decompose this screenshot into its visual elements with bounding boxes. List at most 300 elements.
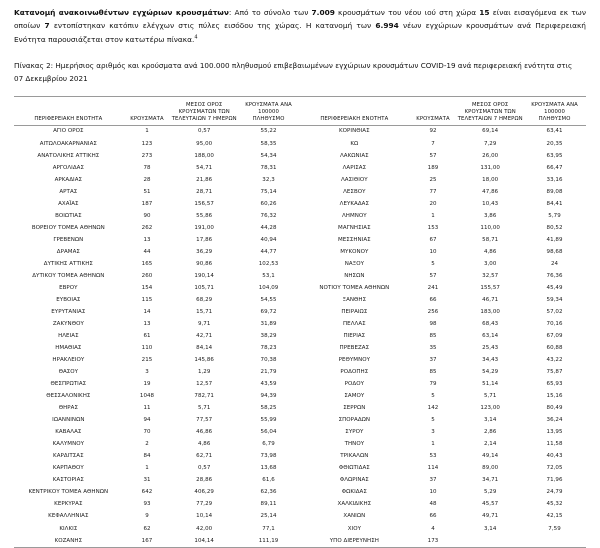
cell-region: ΥΠΟ ΔΙΕΡΕΥΝΗΣΗ <box>329 537 379 544</box>
cell-cases: 154 <box>141 284 153 291</box>
table-row <box>300 343 586 355</box>
cell-region: ΑΝΑΤΟΛΙΚΗΣ ΑΤΤΙΚΗΣ <box>37 152 100 159</box>
cell-cases: 262 <box>141 224 153 231</box>
cell-avg7: 49,14 <box>482 453 499 460</box>
cell-per100k: 76,36 <box>546 272 563 279</box>
cell-per100k: 43,59 <box>260 381 277 388</box>
table-row <box>14 234 300 246</box>
table-row <box>300 150 586 162</box>
table-row <box>300 162 586 174</box>
cell-avg7: 155,57 <box>480 284 500 291</box>
cell-avg7: 3,00 <box>483 260 497 267</box>
cell-region: ΚΕΦΑΛΛΗΝΙΑΣ <box>48 513 89 520</box>
cell-per100k: 78,31 <box>260 164 277 171</box>
cell-region: ΣΠΟΡΑΔΩΝ <box>338 417 371 424</box>
cell-avg7: 15,71 <box>196 308 213 315</box>
cell-cases: 92 <box>429 128 437 135</box>
cell-per100k: 65,93 <box>546 381 563 388</box>
cell-avg7: 69,14 <box>482 128 499 135</box>
table-row <box>300 355 586 367</box>
cell-region: ΦΩΚΙΔΑΣ <box>341 489 367 496</box>
cell-per100k: 94,39 <box>260 393 277 400</box>
cell-region: ΘΗΡΑΣ <box>58 405 78 412</box>
cell-cases: 57 <box>429 152 437 159</box>
cell-cases: 1 <box>145 465 149 472</box>
cell-per100k: 33,16 <box>546 176 563 183</box>
table-row <box>14 427 300 439</box>
cell-region: ΑΡΚΑΔΙΑΣ <box>54 176 83 183</box>
table-row <box>300 415 586 427</box>
cell-avg7: 68,43 <box>482 320 499 327</box>
cell-avg7: 42,00 <box>196 525 213 532</box>
cell-avg7: 3,14 <box>483 525 497 532</box>
cell-avg7: 123,00 <box>480 405 500 412</box>
cell-per100k: 59,34 <box>546 296 563 303</box>
cell-cases: 114 <box>427 465 439 472</box>
cell-cases: 167 <box>141 537 153 544</box>
table-row <box>14 391 300 403</box>
cell-region: ΣΑΜΟΥ <box>344 393 365 400</box>
cell-per100k: 36,24 <box>546 417 563 424</box>
cell-region: ΚΑΒΑΛΑΣ <box>55 429 82 436</box>
cell-cases: 1 <box>145 128 149 135</box>
cell-per100k: 40,43 <box>546 453 563 460</box>
cell-region: ΜΥΚΟΝΟΥ <box>340 248 369 255</box>
cell-per100k: 77,1 <box>262 525 275 532</box>
cell-cases: 48 <box>429 501 437 508</box>
cell-cases: 11 <box>143 405 151 412</box>
cell-cases: 5 <box>431 417 435 424</box>
cell-avg7: 58,71 <box>482 236 499 243</box>
cell-avg7: 0,57 <box>197 128 211 135</box>
cell-region: ΛΑΡΙΣΑΣ <box>342 164 367 171</box>
table-head-right <box>300 97 586 126</box>
footnote-marker: 4 <box>194 34 198 41</box>
cell-avg7: 4,86 <box>197 441 211 448</box>
cell-region: ΒΟΙΩΤΙΑΣ <box>55 212 82 219</box>
cell-cases: 19 <box>143 381 151 388</box>
header-per100k-right <box>523 102 586 126</box>
cell-cases: 5 <box>431 260 435 267</box>
cell-region: ΗΛΕΙΑΣ <box>58 333 79 340</box>
cell-per100k: 54,55 <box>260 296 277 303</box>
cell-per100k: 84,41 <box>546 200 563 207</box>
cell-region: ΛΑΚΩΝΙΑΣ <box>339 152 369 159</box>
cell-region: ΒΟΡΕΙΟΥ ΤΟΜΕΑ ΑΘΗΝΩΝ <box>31 224 105 231</box>
intro-figure: 15 <box>479 8 490 17</box>
cell-avg7: 34,43 <box>482 357 499 364</box>
table-body-right <box>300 125 586 547</box>
table-row <box>14 403 300 415</box>
table-row <box>300 294 586 306</box>
cell-avg7: 18,00 <box>482 176 499 183</box>
cell-per100k: 69,72 <box>260 308 277 315</box>
cell-per100k: 11,58 <box>546 441 563 448</box>
table-row <box>14 439 300 451</box>
cell-cases: 123 <box>141 140 153 147</box>
table-row <box>300 379 586 391</box>
table-row <box>14 198 300 210</box>
header-avg7-line3: ΤΕΛΕΥΤΑΙΩΝ 7 ΗΜΕΡΩΝ <box>171 116 237 123</box>
cell-cases: 115 <box>141 296 153 303</box>
cell-avg7: 47,86 <box>482 188 499 195</box>
cell-per100k: 42,15 <box>546 513 563 520</box>
cell-cases: 62 <box>143 525 151 532</box>
cell-region: ΛΑΣΙΘΙΟΥ <box>341 176 368 183</box>
cell-avg7: 36,29 <box>196 248 213 255</box>
cell-per100k: 45,49 <box>546 284 563 291</box>
header-avg7-line3: ΤΕΛΕΥΤΑΙΩΝ 7 ΗΜΕΡΩΝ <box>457 116 523 123</box>
cell-avg7: 4,86 <box>483 248 497 255</box>
cell-avg7: 77,29 <box>196 501 213 508</box>
cell-per100k: 102,53 <box>258 260 279 267</box>
table-row <box>300 331 586 343</box>
cell-cases: 66 <box>429 296 437 303</box>
table-row <box>14 294 300 306</box>
table-row <box>14 150 300 162</box>
table-row <box>300 138 586 150</box>
cell-region: ΤΡΙΚΑΛΩΝ <box>340 453 369 460</box>
table-row <box>14 379 300 391</box>
cell-cases: 35 <box>429 345 437 352</box>
cell-cases: 51 <box>143 188 151 195</box>
table-row <box>14 451 300 463</box>
cell-per100k: 80,49 <box>546 405 563 412</box>
cell-region: ΣΕΡΡΩΝ <box>343 405 366 412</box>
table-row <box>14 499 300 511</box>
table-row <box>14 125 300 138</box>
table-row <box>14 331 300 343</box>
cell-per100k: 67,09 <box>546 333 563 340</box>
cell-region: ΔΡΑΜΑΣ <box>56 248 80 255</box>
cell-avg7: 9,71 <box>197 320 211 327</box>
cell-avg7: 183,00 <box>480 308 500 315</box>
cell-cases: 260 <box>141 272 153 279</box>
cell-avg7: 89,00 <box>482 465 499 472</box>
cell-avg7: 95,00 <box>196 140 213 147</box>
table-row <box>300 451 586 463</box>
cell-region: ΑΡΓΟΛΙΔΑΣ <box>52 164 84 171</box>
cell-per100k: 63,41 <box>546 128 563 135</box>
cell-cases: 93 <box>143 501 151 508</box>
table-row <box>300 535 586 547</box>
cell-per100k: 71,96 <box>546 477 563 484</box>
table-row <box>300 234 586 246</box>
cell-per100k: 73,98 <box>260 453 277 460</box>
table-row <box>300 475 586 487</box>
cases-table-left <box>14 97 300 547</box>
table-caption: Πίνακας 2: Ημερήσιος αριθμός και κρούσματα ανά 100.000 πληθυσμού επιβεβαιωμένων εγχώριων κρουσμάτων COVID-19 ανά περιφερειακή ενότητα στις 07 Δεκεμβρίου 2021 <box>14 61 573 83</box>
cell-cases: 3 <box>145 369 149 376</box>
cell-avg7: 84,14 <box>196 345 213 352</box>
cell-cases: 187 <box>141 200 153 207</box>
cell-per100k: 13,68 <box>260 465 277 472</box>
table-row <box>14 511 300 523</box>
cell-cases: 85 <box>429 369 437 376</box>
cell-avg7: 17,86 <box>196 236 213 243</box>
cell-cases: 98 <box>429 320 437 327</box>
cell-per100k: 60,26 <box>260 200 277 207</box>
cell-avg7: 7,29 <box>483 140 497 147</box>
header-per100k-line1: ΚΡΟΥΣΜΑΤΑ ΑΝΑ 100000 <box>531 101 578 115</box>
intro-lead-bold: Κατανομή ανακοινωθέντων εγχώριων κρουσμάτων <box>14 8 229 17</box>
cell-per100k: 44,77 <box>260 248 277 255</box>
cell-region: ΜΑΓΝΗΣΙΑΣ <box>338 224 371 231</box>
cell-cases: 7 <box>431 140 435 147</box>
cell-avg7: 2,86 <box>483 429 497 436</box>
cell-cases: 61 <box>143 333 151 340</box>
cell-region: ΚΙΛΚΙΣ <box>59 525 78 532</box>
cell-cases: 20 <box>429 200 437 207</box>
cell-per100k: 38,29 <box>260 333 277 340</box>
cell-cases: 3 <box>431 429 435 436</box>
cell-per100k: 111,19 <box>258 537 279 544</box>
table-row <box>14 162 300 174</box>
cell-region: ΡΟΔΟΥ <box>344 381 365 388</box>
cell-region: ΝΑΞΟΥ <box>344 260 364 267</box>
header-row-right <box>300 102 586 126</box>
cell-per100k: 55,99 <box>260 417 277 424</box>
cell-per100k: 66,47 <box>546 164 563 171</box>
cell-avg7: 54,71 <box>196 164 213 171</box>
table-row <box>300 427 586 439</box>
cell-region: ΞΑΝΘΗΣ <box>342 296 367 303</box>
header-avg7-left <box>171 102 237 126</box>
table-row <box>300 306 586 318</box>
cell-avg7: 190,14 <box>194 272 214 279</box>
cell-cases: 5 <box>431 393 435 400</box>
table-row <box>14 343 300 355</box>
cell-per100k: 31,89 <box>260 320 277 327</box>
right-pane <box>300 97 586 547</box>
cases-table-right <box>300 97 586 547</box>
table-row <box>300 463 586 475</box>
cell-per100k: 24,79 <box>546 489 563 496</box>
intro-figure: 6.994 <box>375 21 399 31</box>
table-row <box>14 355 300 367</box>
cell-region: ΗΡΑΚΛΕΙΟΥ <box>52 357 85 364</box>
cell-cases: 37 <box>429 357 437 364</box>
two-pane-table-grid <box>14 97 586 547</box>
cell-avg7: 145,86 <box>194 357 214 364</box>
intro-figure: 7 <box>44 21 50 31</box>
table-row <box>14 318 300 330</box>
cell-region: ΗΜΑΘΙΑΣ <box>55 345 82 352</box>
cell-region: ΝΗΣΩΝ <box>344 272 365 279</box>
table-row <box>14 282 300 294</box>
cell-cases: 142 <box>427 405 439 412</box>
table-row <box>300 258 586 270</box>
cell-per100k: 44,28 <box>260 224 277 231</box>
table-row <box>300 523 586 535</box>
table-row <box>14 270 300 282</box>
cell-cases: 10 <box>429 248 437 255</box>
cell-cases: 31 <box>143 477 151 484</box>
cell-cases: 153 <box>427 224 439 231</box>
header-region-right: ΠΕΡΙΦΕΡΕΙΑΚΗ ΕΝΟΤΗΤΑ <box>300 102 409 126</box>
cell-cases: 85 <box>429 333 437 340</box>
cell-cases: 1 <box>431 441 435 448</box>
table-row <box>300 499 586 511</box>
cell-per100k: 63,95 <box>546 152 563 159</box>
cell-avg7: 191,00 <box>194 224 214 231</box>
cell-avg7: 782,71 <box>194 393 214 400</box>
cell-region: ΑΡΤΑΣ <box>59 188 78 195</box>
cell-cases: 215 <box>141 357 153 364</box>
cell-avg7: 77,57 <box>196 417 213 424</box>
cell-per100k: 54,34 <box>260 152 277 159</box>
cell-avg7 <box>457 535 523 547</box>
table-row <box>14 523 300 535</box>
table-row <box>14 415 300 427</box>
cell-per100k: 58,35 <box>260 140 277 147</box>
cell-cases: 9 <box>145 513 149 520</box>
cell-cases: 173 <box>427 537 439 544</box>
cell-per100k: 80,52 <box>546 224 563 231</box>
cell-cases: 1 <box>431 212 435 219</box>
cell-avg7: 104,14 <box>194 537 214 544</box>
cell-cases: 13 <box>143 320 151 327</box>
intro-paragraph <box>14 6 586 46</box>
cell-per100k: 5,79 <box>548 212 561 219</box>
cell-region: ΔΥΤΙΚΟΥ ΤΟΜΕΑ ΑΘΗΝΩΝ <box>32 272 105 279</box>
cell-avg7: 54,29 <box>482 369 499 376</box>
cell-cases: 94 <box>143 417 151 424</box>
header-region-left: ΠΕΡΙΦΕΡΕΙΑΚΗ ΕΝΟΤΗΤΑ <box>14 102 123 126</box>
cell-per100k: 24 <box>550 260 559 267</box>
table-row <box>300 222 586 234</box>
cell-cases: 110 <box>141 345 153 352</box>
cell-avg7: 105,71 <box>194 284 214 291</box>
cell-region: ΚΑΡΠΑΘΟΥ <box>52 465 84 472</box>
cell-per100k: 45,32 <box>546 501 563 508</box>
cell-cases: 642 <box>141 489 153 496</box>
cell-region: ΘΕΣΠΡΩΤΙΑΣ <box>50 381 87 388</box>
cell-cases: 53 <box>429 453 437 460</box>
header-per100k-left <box>237 102 300 126</box>
cell-per100k: 89,08 <box>546 188 563 195</box>
cell-cases: 189 <box>427 164 439 171</box>
cell-per100k: 62,36 <box>260 489 277 496</box>
header-avg7-line1: ΜΕΣΟΣ ΟΡΟΣ <box>186 101 223 108</box>
table-row <box>14 222 300 234</box>
header-per100k-line2: ΠΛΗΘΥΣΜΟ <box>538 116 571 123</box>
cell-region: ΚΕΝΤΡΙΚΟΥ ΤΟΜΕΑ ΑΘΗΝΩΝ <box>28 489 109 496</box>
cell-cases: 78 <box>143 164 151 171</box>
table-row <box>300 403 586 415</box>
cell-region: ΕΥΒΟΙΑΣ <box>56 296 81 303</box>
cell-per100k: 70,38 <box>260 357 277 364</box>
cell-avg7: 25,43 <box>482 345 499 352</box>
cell-region: ΡΕΘΥΜΝΟΥ <box>338 357 371 364</box>
cell-per100k: 60,88 <box>546 345 563 352</box>
cell-region: ΛΕΣΒΟΥ <box>343 188 366 195</box>
cell-region: ΚΑΡΔΙΤΣΑΣ <box>53 453 84 460</box>
cell-avg7: 90,86 <box>196 260 213 267</box>
cell-avg7: 3,14 <box>483 417 497 424</box>
cell-per100k <box>523 535 586 547</box>
cell-avg7: 42,71 <box>196 333 213 340</box>
cell-per100k: 70,16 <box>546 320 563 327</box>
header-cases-right: ΚΡΟΥΣΜΑΤΑ <box>409 102 458 126</box>
table-row <box>14 487 300 499</box>
cell-region: ΕΥΡΥΤΑΝΙΑΣ <box>51 308 86 315</box>
table-row <box>300 439 586 451</box>
cell-per100k: 21,79 <box>260 369 277 376</box>
cell-region: ΚΩ <box>350 140 359 147</box>
cell-region: ΤΗΝΟΥ <box>344 441 365 448</box>
cell-region: ΕΒΡΟΥ <box>59 284 78 291</box>
cell-region: ΚΕΡΚΥΡΑΣ <box>54 501 83 508</box>
cell-avg7: 26,00 <box>482 152 499 159</box>
cell-region: ΠΕΛΛΑΣ <box>343 320 366 327</box>
cell-avg7: 51,14 <box>482 381 499 388</box>
cell-region: ΧΑΛΚΙΔΙΚΗΣ <box>337 501 372 508</box>
table-row <box>300 174 586 186</box>
cell-cases: 28 <box>143 176 151 183</box>
cell-avg7: 1,29 <box>197 369 211 376</box>
cell-avg7: 34,71 <box>482 477 499 484</box>
cell-region: ΧΙΟΥ <box>347 525 361 532</box>
cell-cases: 10 <box>429 489 437 496</box>
cell-per100k: 61,6 <box>262 477 275 484</box>
cell-avg7: 12,57 <box>196 381 213 388</box>
cell-avg7: 5,71 <box>483 393 497 400</box>
cell-per100k: 104,09 <box>258 284 279 291</box>
cell-region: ΣΥΡΟΥ <box>345 429 364 436</box>
cell-region: ΦΛΩΡΙΝΑΣ <box>339 477 369 484</box>
cell-per100k: 98,68 <box>546 248 563 255</box>
cell-avg7: 28,71 <box>196 188 213 195</box>
cell-region: ΚΑΛΥΜΝΟΥ <box>52 441 85 448</box>
table-row <box>14 138 300 150</box>
cell-cases: 13 <box>143 236 151 243</box>
table-row <box>14 186 300 198</box>
table-row <box>14 306 300 318</box>
cell-avg7: 49,71 <box>482 513 499 520</box>
cell-avg7: 46,86 <box>196 429 213 436</box>
cell-cases: 84 <box>143 453 151 460</box>
cell-avg7: 131,00 <box>480 164 500 171</box>
table-row <box>14 258 300 270</box>
cell-cases: 241 <box>427 284 439 291</box>
cell-per100k: 53,1 <box>262 272 275 279</box>
table-row <box>300 186 586 198</box>
header-per100k-line2: ΠΛΗΘΥΣΜΟ <box>252 116 285 123</box>
table-row <box>300 487 586 499</box>
cell-cases: 90 <box>143 212 151 219</box>
cell-avg7: 406,29 <box>194 489 214 496</box>
cell-region: ΚΟΡΙΝΘΙΑΣ <box>339 128 370 135</box>
cell-cases: 79 <box>429 381 437 388</box>
cell-avg7: 55,86 <box>196 212 213 219</box>
cell-cases: 57 <box>429 272 437 279</box>
cell-cases: 14 <box>143 308 151 315</box>
cell-per100k: 57,02 <box>546 308 563 315</box>
cell-cases: 70 <box>143 429 151 436</box>
cell-per100k: 76,32 <box>260 212 277 219</box>
cell-avg7: 62,71 <box>196 453 213 460</box>
table-row <box>300 318 586 330</box>
cell-avg7: 110,00 <box>480 224 500 231</box>
cell-region: ΓΡΕΒΕΝΩΝ <box>53 236 84 243</box>
cell-avg7: 32,57 <box>482 272 499 279</box>
cell-avg7: 21,86 <box>196 176 213 183</box>
cell-region: ΙΩΑΝΝΙΝΩΝ <box>52 417 85 424</box>
header-row-left <box>14 102 300 126</box>
table-row <box>300 125 586 138</box>
cell-cases: 1048 <box>139 393 155 400</box>
